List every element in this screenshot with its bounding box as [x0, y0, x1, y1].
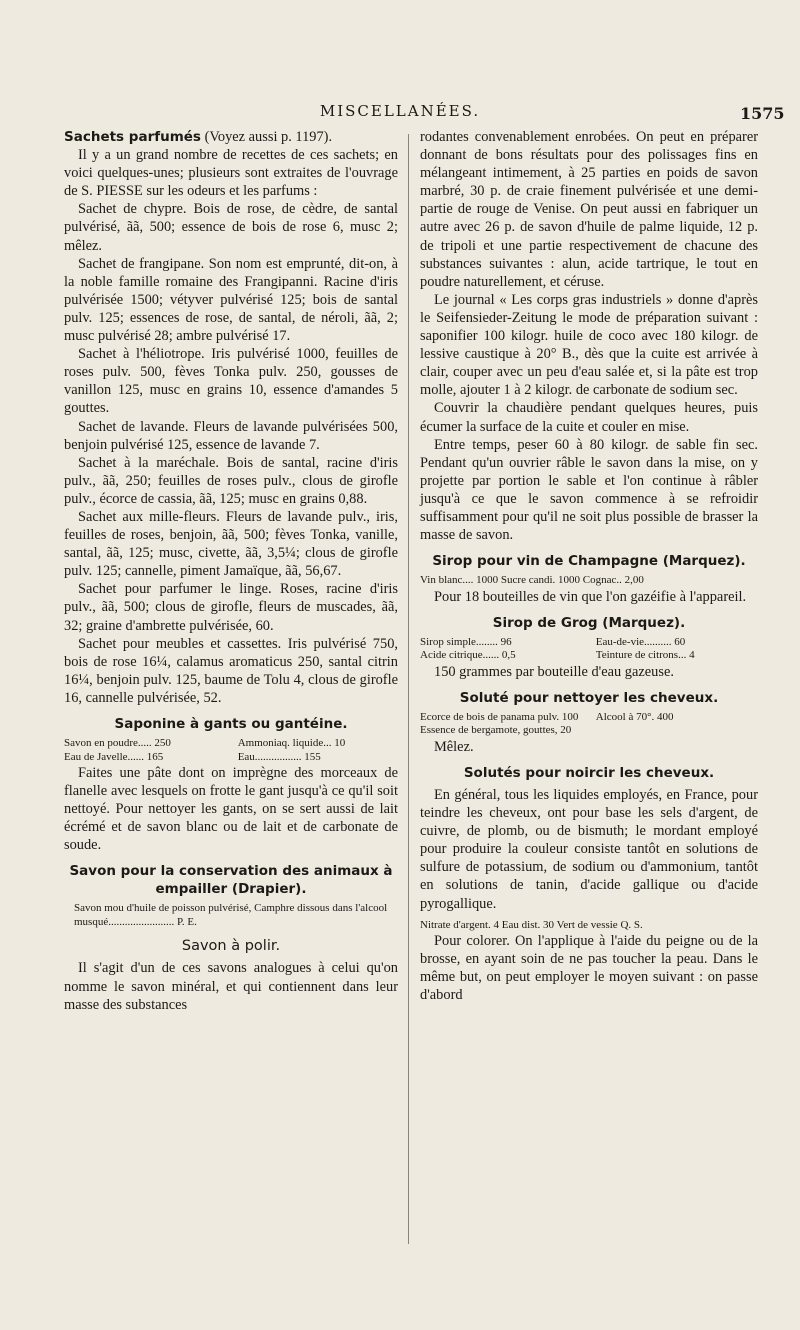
recipe-heliotrope: Sachet à l'héliotrope. Iris pulvérisé 1000, feuilles de roses pulv. 500, fèves Tonka pulv. 250, gousses de vanillon 125, musc en grains 10, essence d'amandes 5 gouttes.	[64, 346, 398, 417]
page-number: 1575	[740, 104, 785, 123]
sachets-heading	[64, 128, 398, 146]
sirop-grog-text: 150 grammes par bouteille d'eau gazeuse.	[434, 663, 674, 680]
ingredient-cell: Ammoniaq. liquide... 10	[237, 737, 346, 749]
sachets-reference: (Voyez aussi p. 1197).	[200, 129, 333, 145]
ingredient-cell: Savon en poudre..... 250	[64, 737, 171, 749]
savon-conservation-note: Savon mou d'huile de poisson pulvérisé, Camphre dissous dans l'alcool musqué........................ P. E.	[74, 902, 388, 928]
column-divider	[408, 134, 409, 1244]
recipe-marechale: Sachet à la maréchale. Bois de santal, racine d'iris pulv., ãã, 250; feuilles de roses pulv., clous de girofle pulv., écorce de cassia, ãã, 125; musc en grains 0,88.	[64, 454, 398, 507]
recipe-chypre: Sachet de chypre. Bois de rose, de cèdre, de santal pulvérisé, ãã, 500; essence de bois de rose 6, musc 2; mêlez.	[64, 201, 398, 254]
colorer-text: Pour colorer. On l'applique à l'aide du peigne ou de la brosse, en ayant soin de ne pas toucher la peau. Dans le même but, on peut employer le moyen suivant : on passe d'abord	[420, 933, 758, 1004]
solutes-noircir-title: Solutés pour noircir les cheveux.	[463, 764, 715, 781]
sachets-title: Sachets parfumés	[64, 129, 201, 145]
chaudiere-text: Couvrir la chaudière pendant quelques heures, puis écumer la surface de la cuite et couler en mise.	[420, 400, 758, 435]
saponine-title: Saponine à gants ou gantéine.	[114, 716, 348, 732]
sirop-champagne-text: Pour 18 bouteilles de vin que l'on gazéifie à l'appareil.	[434, 588, 747, 605]
polir-continued: rodantes convenablement enrobées. On peut en préparer donnant de bons résultats pour des polissages fins en mélangeant intimement, à 25 parties en poids de savon marbré, 30 p. de craie finement pulvérisée et une demi-partie de rouge de Venise. On peut aussi en fabriquer un autre avec 26 p. de savon d'huile de palme liquide, 12 p. de tripoli et une partie respectivement de chacune des substances suivantes : alun, acide tartrique, le tout en poudre naturellement, et céruse.	[420, 129, 758, 290]
recipe-lavande: Sachet de lavande. Fleurs de lavande pulvérisées 500, benjoin pulvérisé 125, essence de lavande 7.	[64, 418, 398, 453]
nitrate-formula: Nitrate d'argent. 4 Eau dist. 30 Vert de vessie Q. S.	[420, 918, 643, 931]
left-column	[64, 128, 398, 1014]
savon-polir-title: Savon à polir.	[181, 938, 281, 955]
ingredient-cell	[596, 724, 758, 738]
ingredient-row	[420, 649, 758, 663]
ingredient-cell: Alcool à 70°. 400	[595, 710, 674, 723]
solute-cheveux-title: Soluté pour nettoyer les cheveux.	[459, 689, 719, 706]
savon-conservation-title: Savon pour la conservation des animaux à empailler (Drapier).	[69, 863, 393, 898]
sirop-champagne-ingredients: Vin blanc.... 1000 Sucre candi. 1000 Cognac.. 2,00	[420, 574, 644, 587]
ingredient-cell: Eau................. 155	[237, 750, 321, 763]
ingredient-cell: Sirop simple........ 96	[420, 635, 512, 648]
solute-melez: Mêlez.	[434, 738, 474, 755]
sirop-grog-title: Sirop de Grog (Marquez).	[492, 614, 686, 631]
ingredient-row	[420, 636, 758, 650]
saponine-text: Faites une pâte dont on imprègne des morceaux de flanelle avec lesquels on frotte le gant jusqu'à ce qu'il soit nettoyé. Pour nettoyer les gants, on se sert aussi de lait écrémé et de savon blanc ou de lait et de carbonate de soude.	[64, 765, 398, 854]
right-column	[420, 128, 758, 1004]
ingredient-row	[420, 711, 758, 725]
ingredient-cell: Ecorce de bois de panama pulv. 100	[420, 710, 579, 723]
ingredient-row	[64, 751, 398, 765]
corps-gras-text: Le journal « Les corps gras industriels » donne d'après le Seifensieder-Zeitung le mode de préparation suivant : saponifier 100 kilogr. huile de coco avec 180 kilogr. de lessive caustique à 20° B., dès que la cuite est arrivée à clair, couper avec un peu d'eau salée et, si la pâte est trop molle, ajouter 1 à 2 kilogr. de carbonate de sodium sec.	[420, 291, 758, 399]
recipe-mille-fleurs: Sachet aux mille-fleurs. Fleurs de lavande pulv., iris, feuilles de roses, benjoin, ãã, 500; fèves Tonka, vanille, santal, ãã, 125; musc, civette, ãã, 3,5¼; clous de girofle pulv. 125; cannelle, piment Jamaïque, ãã, 56,67.	[64, 508, 398, 580]
recipe-frangipane: Sachet de frangipane. Son nom est emprunté, dit-on, à la noble famille romaine des Frangipanni. Racine d'iris pulvérisée 1500; vétyver pulvérisé 125; bois de santal pulv. 125; essences de rose, de santal, de néroli, ãã, 2; musc pulvérisé 28; ambre pulvérisé 17.	[64, 255, 398, 345]
ingredient-cell: Teinture de citrons... 4	[595, 649, 695, 662]
solutes-noircir-text: En général, tous les liquides employés, en France, pour teindre les cheveux, ont pour base les sels d'argent, de cuivre, de plomb, ou de bismuth; le mordant employé pour produire la couleur consiste tantôt en solutions de sulfure de potassium, de sodium ou d'ammonium, tantôt en solutions de tanin, d'acide gallique ou d'acide pyrogallique.	[420, 786, 758, 912]
ingredient-cell: Eau-de-vie.......... 60	[595, 635, 686, 648]
running-head: MISCELLANÉES.	[319, 102, 481, 120]
sirop-champagne-title: Sirop pour vin de Champagne (Marquez).	[432, 553, 746, 570]
ingredient-cell: Acide citrique...... 0,5	[420, 649, 516, 662]
recipe-linge: Sachet pour parfumer le linge. Roses, racine d'iris pulv., ãã, 500; clous de girofle, fleurs de muscades, ãã, 32; graine d'ambrette pulvérisée, 60.	[64, 581, 398, 634]
ingredient-cell: Essence de bergamote, gouttes, 20	[420, 724, 572, 737]
sachets-intro: Il y a un grand nombre de recettes de ces sachets; en voici quelques-unes; plusieurs sont extraites de l'ouvrage de S. PIESSE sur les odeurs et les parfums :	[64, 147, 398, 200]
ingredient-row	[64, 737, 398, 751]
ingredient-cell: Eau de Javelle...... 165	[64, 750, 164, 763]
sable-text: Entre temps, peser 60 à 80 kilogr. de sable fin sec. Pendant qu'un ouvrier râble le savon dans la mise, on y projette par portion le sable et l'on continue à râbler jusqu'à ce que le savon commence à se refroidir suffisamment pour qu'il ne soit plus possible de brasser la masse de savon.	[420, 436, 758, 544]
savon-polir-text: Il s'agit d'un de ces savons analogues à celui qu'on nomme le savon minéral, et qui contiennent dans leur masse des substances	[64, 960, 398, 1013]
recipe-meubles: Sachet pour meubles et cassettes. Iris pulvérisé 750, bois de rose 16¼, calamus aromaticus 250, santal citrin 16¼, benjoin pulv. 125, baume de Tolu 4, clous de girofle 16, cannelle pulvérisée, 52.	[64, 635, 398, 706]
ingredient-row	[420, 724, 758, 738]
